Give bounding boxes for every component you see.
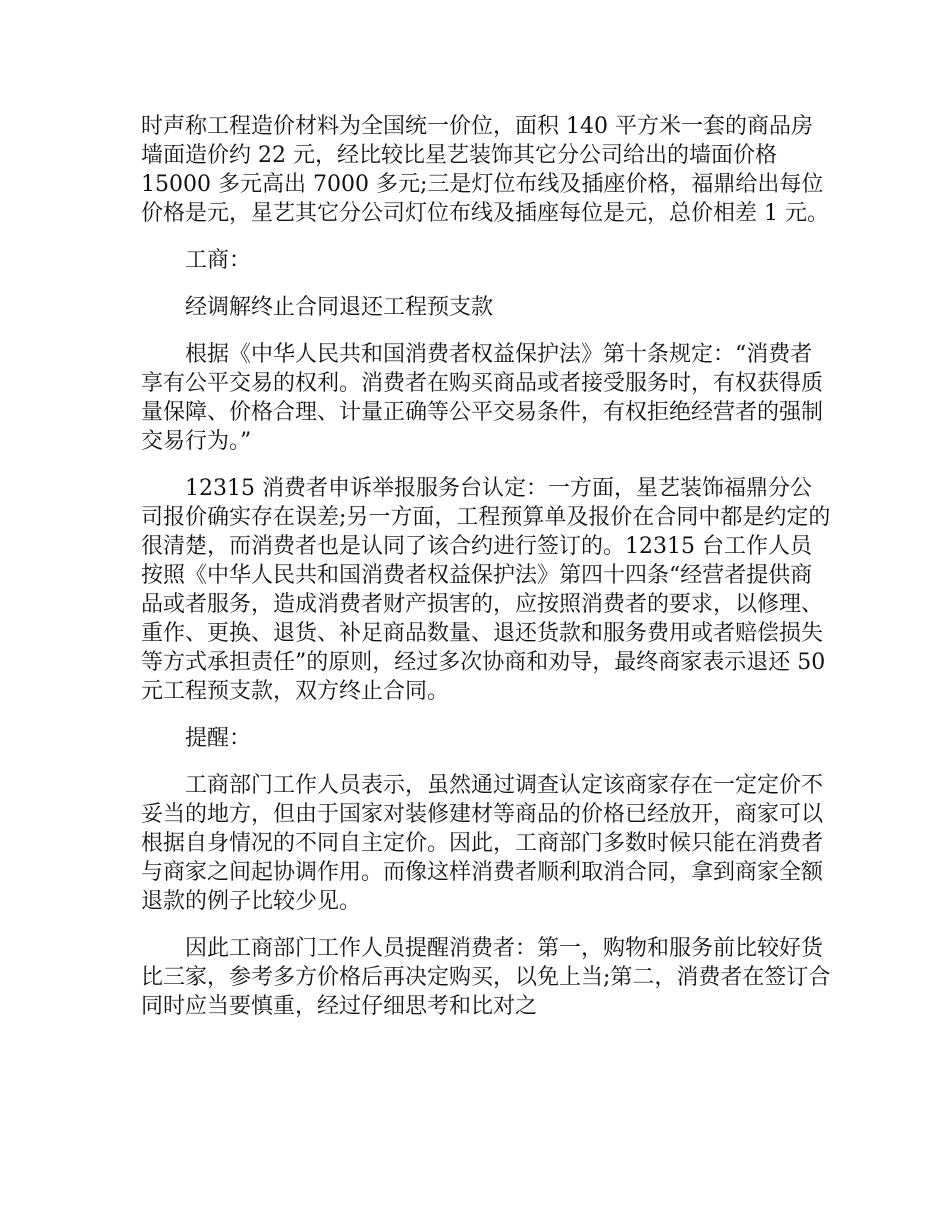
paragraph-8: 因此工商部门工作人员提醒消费者：第一，购物和服务前比较好货比三家，参考多方价格后再决定购买，以免上当;第二，消费者在签订合同时应当要慎重，经过仔细思考和比对之 — [141, 936, 831, 1019]
paragraph-7: 工商部门工作人员表示，虽然通过调查认定该商家存在一定定价不妥当的地方，但由于国家对装修建材等商品的价格已经放开，商家可以根据自身情况的不同自主定价。因此，工商部门多数时候只能在消费者与商家之间起协调作用。而像这样消费者顺利取消合同，拿到商家全额退款的例子比较少见。 — [141, 773, 824, 914]
paragraph-4: 根据《中华人民共和国消费者权益保护法》第十条规定：“消费者享有公平交易的权利。消费者在购买商品或者接受服务时，有权获得质量保障、价格合理、计量正确等公平交易条件，有权拒绝经营者的强制交易行为。” — [141, 342, 824, 454]
paragraph-3: 经调解终止合同退还工程预支款 — [185, 295, 494, 320]
paragraph-1: 时声称工程造价材料为全国统一价位，面积 140 平方米一套的商品房墙面造价约 22 元，经比较比星艺装饰其它分公司给出的墙面价格 15000 多元高出 7000 多元;三是灯位布线及插座价格，福鼎给出每位价格是元，星艺其它分公司灯位布线及插座每位是元，总价相差 1 元。 — [141, 114, 829, 226]
paragraph-2: 工商： — [185, 248, 252, 273]
paragraph-6: 提醒： — [185, 726, 252, 751]
paragraph-5: 12315 消费者申诉举报服务台认定：一方面，星艺装饰福鼎分公司报价确实存在误差;另一方面，工程预算单及报价在合同中都是约定的很清楚，而消费者也是认同了该合约进行签订的。12315 台工作人员按照《中华人民共和国消费者权益保护法》第四十四条“经营者提供商品或者服务，造成消费者财产损害的，应按照消费者的要求，以修理、重作、更换、退货、补足商品数量、退还货款和服务费用或者赔偿损失等方式承担责任”的原则，经过多次协商和劝导，最终商家表示退还 50 元工程预支款，双方终止合同。 — [141, 476, 831, 704]
document-body — [141, 112, 831, 1021]
